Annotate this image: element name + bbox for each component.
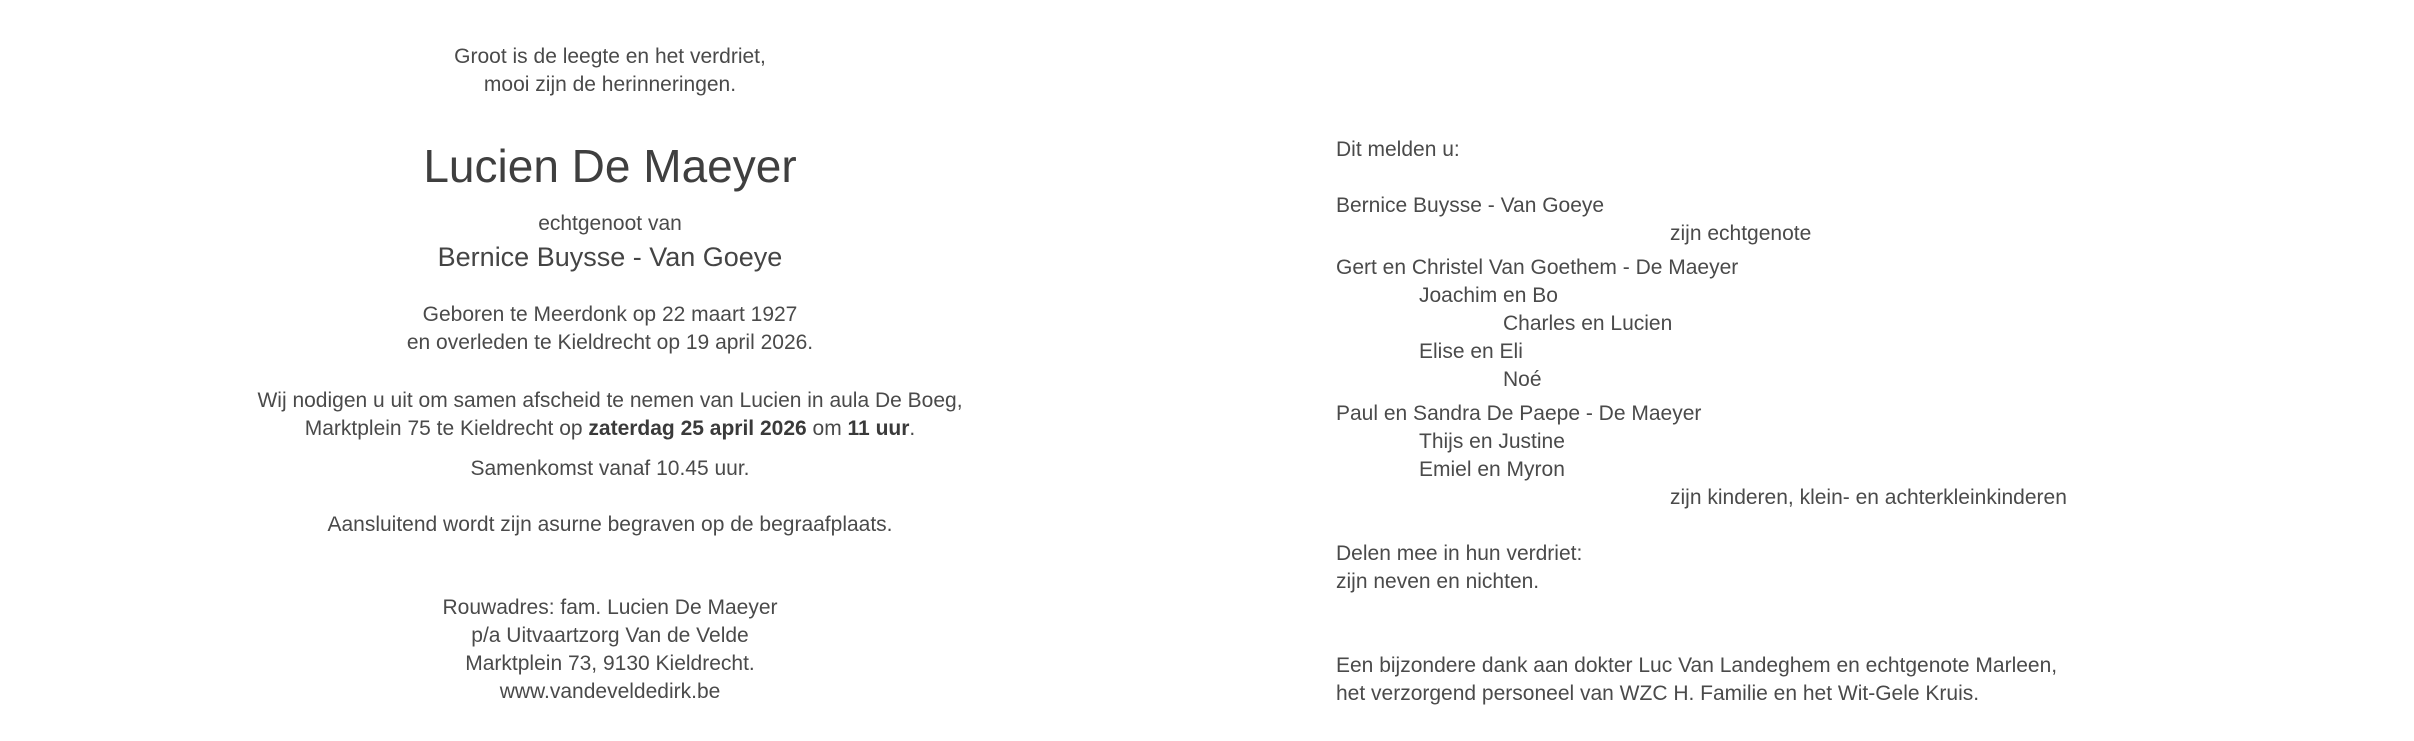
spouse-intro: echtgenoot van — [538, 212, 682, 235]
thanks-line-1: Een bijzondere dank aan dokter Luc Van Landeghem en echtgenote Marleen, — [1336, 654, 2058, 677]
address-line-3: Marktplein 73, 9130 Kieldrecht. — [465, 652, 755, 675]
ceremony-date: zaterdag 25 april 2026 — [588, 417, 807, 440]
spouse-role: zijn echtgenote — [1670, 222, 1812, 245]
ceremony-time: 11 uur — [847, 417, 910, 440]
spouse-name: Bernice Buysse - Van Goeye — [437, 242, 783, 272]
quote-line-2: mooi zijn de herinneringen. — [483, 73, 737, 96]
born-line: Geboren te Meerdonk op 22 maart 1927 — [422, 303, 798, 326]
gathering-line: Samenkomst vanaf 10.45 uur. — [470, 457, 750, 480]
quote-line-1: Groot is de leegte en het verdriet, — [454, 45, 766, 68]
address-line-1: Rouwadres: fam. Lucien De Maeyer — [442, 596, 778, 619]
family-2-child-1: Thijs en Justine — [1419, 430, 1565, 453]
burial-line: Aansluitend wordt zijn asurne begraven op de begraafplaats. — [327, 513, 893, 536]
family-1-grandchild-2: Noé — [1503, 368, 1542, 391]
died-line: en overleden te Kieldrecht op 19 april 2026. — [406, 331, 814, 354]
thanks-line-2: het verzorgend personeel van WZC H. Familie en het Wit-Gele Kruis. — [1336, 682, 1980, 705]
family-1: Gert en Christel Van Goethem - De Maeyer — [1336, 256, 1739, 279]
share-line-2: zijn neven en nichten. — [1336, 570, 1540, 593]
children-role: zijn kinderen, klein- en achterkleinkinderen — [1670, 486, 2067, 509]
invite-line-2: Marktplein 75 te Kieldrecht op zaterdag 25 april 2026 om 11 uur. — [304, 417, 916, 440]
spouse-line: Bernice Buysse - Van Goeye — [1336, 194, 1605, 217]
family-1-grandchild-1: Charles en Lucien — [1503, 312, 1673, 335]
share-line-1: Delen mee in hun verdriet: — [1336, 542, 1583, 565]
website-link[interactable]: www.vandeveldedirk.be — [499, 680, 721, 703]
intro-line: Dit melden u: — [1336, 138, 1460, 161]
family-1-child-2: Elise en Eli — [1419, 340, 1523, 363]
family-1-child-1: Joachim en Bo — [1419, 284, 1558, 307]
deceased-name: Lucien De Maeyer — [423, 140, 797, 192]
family-2: Paul en Sandra De Paepe - De Maeyer — [1336, 402, 1702, 425]
family-2-child-2: Emiel en Myron — [1419, 458, 1565, 481]
address-line-2: p/a Uitvaartzorg Van de Velde — [471, 624, 749, 647]
invite-line-1: Wij nodigen u uit om samen afscheid te nemen van Lucien in aula De Boeg, — [257, 389, 963, 412]
